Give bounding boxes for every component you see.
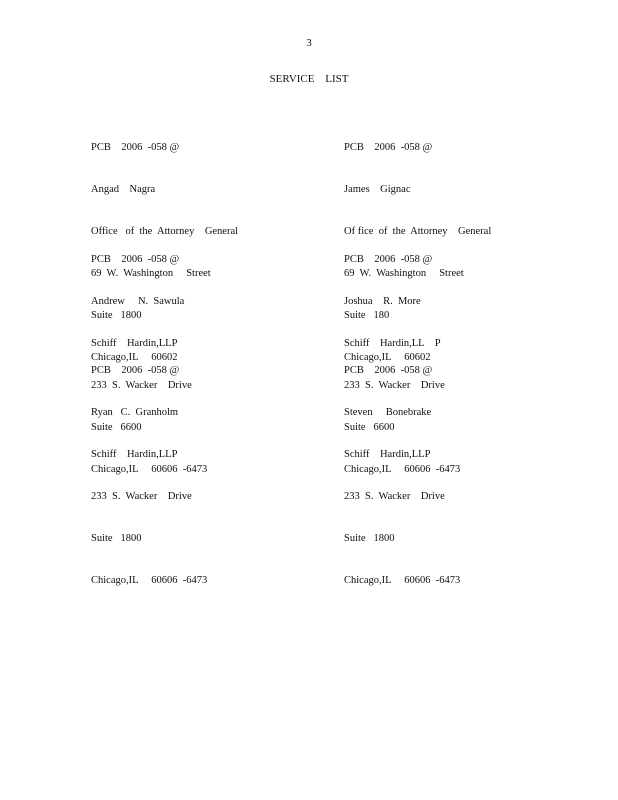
suite: Suite 180 xyxy=(344,310,390,321)
case-number: PCB 2006 -058 @ xyxy=(344,142,433,153)
city-state-zip: Chicago,IL 60602 xyxy=(344,352,431,363)
street-address: 233 S. Wacker Drive xyxy=(344,491,445,502)
city-state-zip: Chicago,IL 60606 -6473 xyxy=(91,464,208,475)
recipient-name: Joshua R. More xyxy=(344,296,421,307)
recipient-name: Steven Bonebrake xyxy=(344,407,432,418)
recipient-name: Angad Nagra xyxy=(91,184,156,195)
suite: Suite 6600 xyxy=(91,422,142,433)
street-address: 233 S. Wacker Drive xyxy=(91,380,192,391)
case-number: PCB 2006 -058 @ xyxy=(91,365,180,376)
organization: Schiff Hardin,LL P xyxy=(344,338,441,349)
organization: Schiff Hardin,LLP xyxy=(91,338,178,349)
service-entry-steven-bonebrake xyxy=(344,336,584,616)
street-address: 233 S. Wacker Drive xyxy=(344,380,445,391)
organization: Schiff Hardin,LLP xyxy=(91,449,178,460)
city-state-zip: Chicago,IL 60606 -6473 xyxy=(344,464,461,475)
case-number: PCB 2006 -058 @ xyxy=(91,254,180,265)
organization: Of fice of the Attorney General xyxy=(344,226,492,237)
case-number: PCB 2006 -058 @ xyxy=(91,142,180,153)
city-state-zip: Chicago,IL 60606 -6473 xyxy=(91,575,208,586)
case-number: PCB 2006 -058 @ xyxy=(344,365,433,376)
page-title: SERVICE LIST xyxy=(269,73,349,85)
city-state-zip: Chicago,IL 60606 -6473 xyxy=(344,575,461,586)
organization: Office of the Attorney General xyxy=(91,226,239,237)
street-address: 69 W. Washington Street xyxy=(344,268,464,279)
case-number: PCB 2006 -058 @ xyxy=(344,254,433,265)
recipient-name: James Gignac xyxy=(344,184,411,195)
suite: Suite 6600 xyxy=(344,422,395,433)
street-address: 233 S. Wacker Drive xyxy=(91,491,192,502)
suite: Suite 1800 xyxy=(344,533,395,544)
page-number: 3 xyxy=(306,37,312,49)
suite: Suite 1800 xyxy=(91,533,142,544)
recipient-name: Ryan C. Granholm xyxy=(91,407,179,418)
recipient-name: Andrew N. Sawula xyxy=(91,296,185,307)
suite: Suite 1800 xyxy=(91,310,142,321)
organization: Schiff Hardin,LLP xyxy=(344,449,431,460)
street-address: 69 W. Washington Street xyxy=(91,268,211,279)
city-state-zip: Chicago,IL 60602 xyxy=(91,352,178,363)
service-entry-ryan-granholm xyxy=(91,336,331,616)
